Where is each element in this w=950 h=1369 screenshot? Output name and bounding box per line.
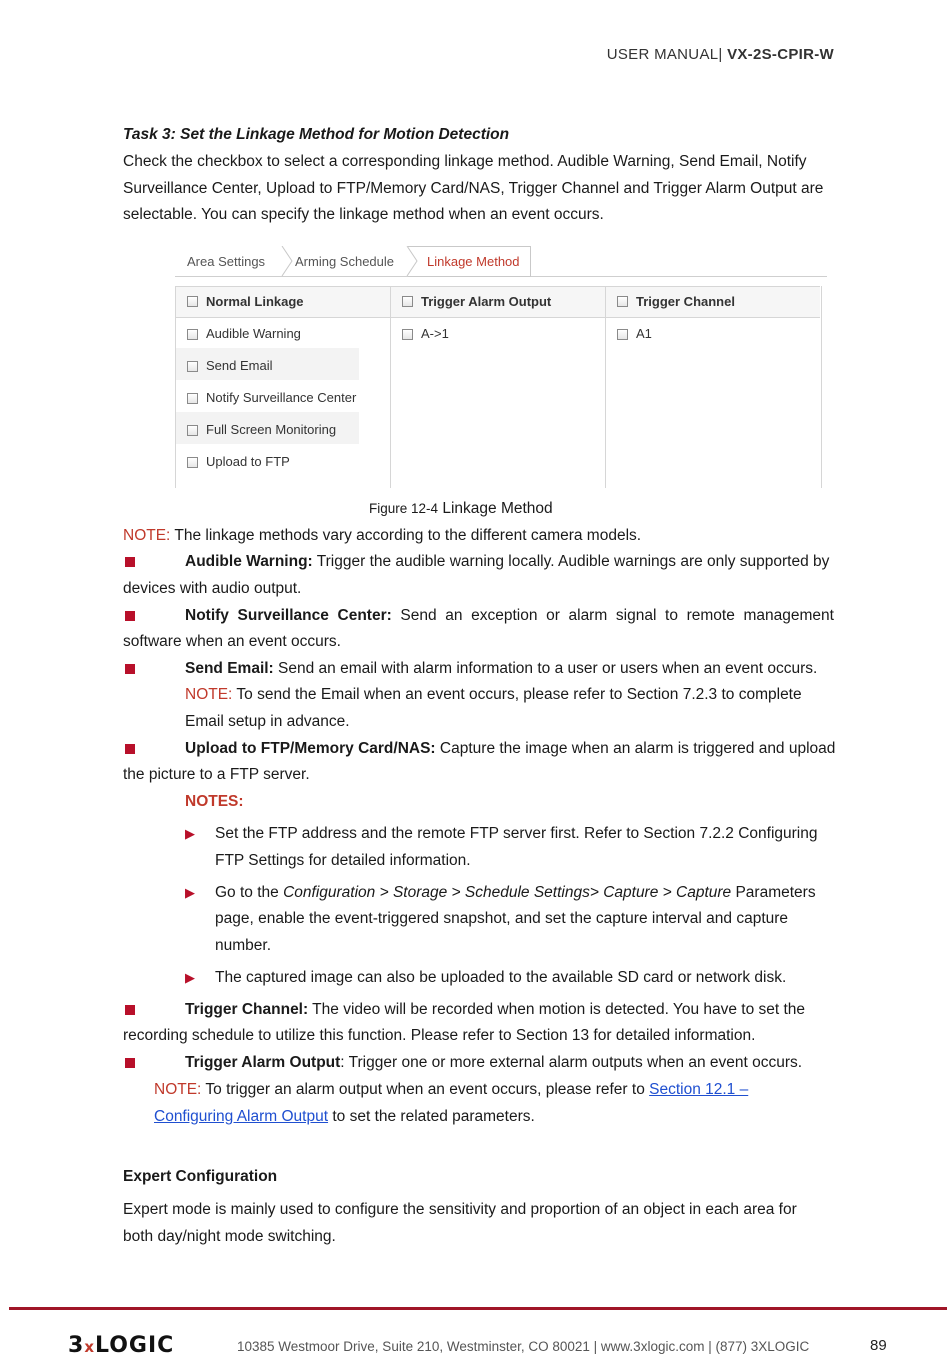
intro-line-2: Surveillance Center, Upload to FTP/Memory Card/NAS, Trigger Channel and Trigger Alarm Output are (123, 180, 824, 197)
bullet-square-icon (125, 1058, 135, 1068)
note-label: NOTE: (154, 1081, 202, 1098)
expert-title: Expert Configuration (123, 1168, 278, 1185)
item-audible-warning (185, 552, 835, 572)
item-send-email (185, 659, 835, 679)
item-channel-continuation: recording schedule to utilize this function. Please refer to Section 13 for detailed information. (123, 1027, 756, 1044)
bullet-square-icon (125, 744, 135, 754)
tab-area-settings[interactable]: Area Settings (187, 254, 266, 269)
ftp-note-1: Set the FTP address and the remote FTP server first. Refer to Section 7.2.2 Configuring (215, 825, 818, 842)
item-word: an (445, 607, 463, 624)
ftp-note-3: The captured image can also be uploaded to the available SD card or network disk. (215, 969, 787, 986)
header-prefix: USER MANUAL| (606, 46, 728, 63)
figure-title: Linkage Method (438, 500, 553, 517)
send-email-checkbox[interactable] (187, 361, 198, 372)
item-ftp-continuation: the picture to a FTP server. (123, 766, 310, 783)
note-text: To trigger an alarm output when an event occurs, please refer to (201, 1081, 650, 1098)
item-text: Capture the image when an alarm is triggered and upload (435, 740, 836, 757)
ftp-note-2-pre: Go to the (215, 884, 284, 901)
arrow-bullet-icon: ▶ (185, 885, 195, 900)
item-upload-ftp (185, 739, 835, 759)
arrow-bullet-icon: ▶ (185, 970, 195, 985)
trigger-alarm-output-checkbox[interactable] (402, 296, 413, 307)
alarm-output-a1-label: A->1 (421, 326, 449, 341)
column-trigger-channel (606, 286, 820, 488)
column-trigger-alarm-output (391, 286, 605, 488)
item-title: Audible Warning: (185, 553, 313, 570)
alarm-note (154, 1080, 834, 1100)
linkage-grid (175, 286, 822, 488)
item-title: Trigger Alarm Output (185, 1054, 341, 1071)
tab-separator-icon (280, 246, 294, 276)
audible-warning-checkbox[interactable] (187, 329, 198, 340)
item-trigger-channel (185, 1000, 835, 1020)
normal-linkage-checkbox[interactable] (187, 296, 198, 307)
figure-caption (369, 499, 553, 519)
item-word: to (665, 607, 678, 624)
email-note-continuation: Email setup in advance. (185, 713, 350, 730)
trigger-alarm-output-label: Trigger Alarm Output (421, 294, 552, 309)
alarm-output-a1-checkbox[interactable] (402, 329, 413, 340)
item-notify-continuation: software when an event occurs. (123, 633, 341, 650)
bullet-square-icon (125, 1005, 135, 1015)
item-word: or (546, 607, 560, 624)
item-word: Notify (185, 607, 229, 624)
intro-line-1: Check the checkbox to select a corresponding linkage method. Audible Warning, Send Email, Notify (123, 153, 807, 170)
item-word: alarm (568, 607, 608, 624)
item-text: : Trigger one or more external alarm outputs when an event occurs. (340, 1054, 803, 1071)
upload-ftp-checkbox[interactable] (187, 457, 198, 468)
bullet-square-icon (125, 557, 135, 567)
item-word: remote (686, 607, 735, 624)
ftp-note-1-continuation: FTP Settings for detailed information. (215, 852, 471, 869)
note-text: To send the Email when an event occurs, please refer to Section 7.2.3 to complete (232, 686, 802, 703)
tab-linkage-method[interactable]: Linkage Method (427, 254, 520, 269)
item-word: signal (615, 607, 657, 624)
item-title: Upload to FTP/Memory Card/NAS: (185, 740, 436, 757)
item-word: Surveillance (237, 607, 329, 624)
intro-line-3: selectable. You can specify the linkage method when an event occurs. (123, 206, 604, 223)
task-title: Task 3: Set the Linkage Method for Motion Detection (123, 126, 510, 143)
note-label: NOTE: (123, 527, 171, 544)
trigger-channel-checkbox[interactable] (617, 296, 628, 307)
audible-warning-label: Audible Warning (206, 326, 301, 341)
item-title: Trigger Channel: (185, 1001, 309, 1018)
upload-ftp-label: Upload to FTP (206, 454, 290, 469)
ftp-notes-label: NOTES: (185, 793, 244, 810)
item-trigger-alarm-output (185, 1053, 835, 1073)
item-word: Center: (337, 607, 392, 624)
normal-linkage-label: Normal Linkage (206, 294, 304, 309)
send-email-label: Send Email (206, 358, 273, 373)
item-word: exception (471, 607, 538, 624)
page-number: 89 (870, 1337, 887, 1354)
item-word: management (743, 607, 834, 624)
ftp-note-2-end: number. (215, 937, 272, 954)
expert-line-1: Expert mode is mainly used to configure the sensitivity and proportion of an object in each area for (123, 1201, 797, 1218)
logo (68, 1333, 174, 1358)
note-models (123, 526, 835, 546)
alarm-note-continuation (154, 1107, 834, 1127)
tab-separator-icon (405, 246, 419, 276)
note-tail: to set the related parameters. (328, 1108, 535, 1125)
tab-arming-schedule[interactable]: Arming Schedule (295, 254, 394, 269)
footer-address: 10385 Westmoor Drive, Suite 210, Westminster, CO 80021 | www.3xlogic.com | (877) 3XLOGIC (237, 1339, 810, 1354)
tab-bar (175, 246, 827, 277)
logo-part: x (84, 1338, 95, 1356)
item-text: Send an email with alarm information to a user or users when an event occurs. (273, 660, 818, 677)
item-text: The video will be recorded when motion is detected. You have to set the (308, 1001, 806, 1018)
email-note (185, 685, 835, 705)
section-12-1-link[interactable]: Section 12.1 – (649, 1081, 749, 1098)
figure-number: Figure 12-4 (369, 501, 439, 516)
notify-surveillance-label: Notify Surveillance Center (206, 390, 357, 405)
header-model: VX-2S-CPIR-W (727, 46, 834, 63)
ftp-note-2-post: Parameters (731, 884, 816, 901)
channel-a1-checkbox[interactable] (617, 329, 628, 340)
item-title: Send Email: (185, 660, 274, 677)
page-header (607, 46, 834, 63)
configuring-alarm-output-link[interactable]: Configuring Alarm Output (154, 1108, 329, 1125)
note-label: NOTE: (185, 686, 233, 703)
item-audible-continuation: devices with audio output. (123, 580, 302, 597)
logo-part: 3 (68, 1333, 85, 1358)
full-screen-checkbox[interactable] (187, 425, 198, 436)
ftp-note-2-continuation: page, enable the event-triggered snapshot, and set the capture interval and capture (215, 910, 789, 927)
notify-surveillance-checkbox[interactable] (187, 393, 198, 404)
footer-rule (9, 1307, 947, 1310)
ftp-note-2-path: Configuration > Storage > Schedule Settings> Capture > Capture (283, 884, 732, 901)
bullet-square-icon (125, 664, 135, 674)
arrow-bullet-icon: ▶ (185, 826, 195, 841)
channel-a1-label: A1 (636, 326, 652, 341)
item-word: Send (400, 607, 437, 624)
linkage-method-screenshot (175, 240, 827, 490)
ftp-note-2 (215, 883, 835, 903)
logo-part: LOGIC (95, 1333, 175, 1358)
full-screen-label: Full Screen Monitoring (206, 422, 337, 437)
item-notify-surveillance (185, 606, 834, 626)
trigger-channel-label: Trigger Channel (636, 294, 735, 309)
bullet-square-icon (125, 611, 135, 621)
column-normal-linkage (176, 286, 390, 488)
item-text: Trigger the audible warning locally. Audible warnings are only supported by (312, 553, 830, 570)
note-text: The linkage methods vary according to the different camera models. (170, 527, 642, 544)
expert-line-2: both day/night mode switching. (123, 1228, 336, 1245)
